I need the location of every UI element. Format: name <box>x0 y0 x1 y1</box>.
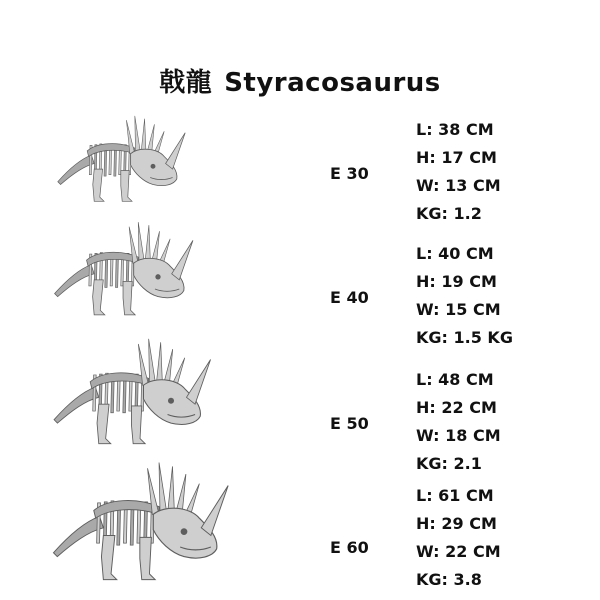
spec-width: W: 18 CM <box>416 426 501 445</box>
styracosaurus-skeleton-icon <box>40 454 232 592</box>
model-code: E 30 <box>330 164 369 183</box>
spec-width: W: 13 CM <box>416 176 501 195</box>
spec-length: L: 38 CM <box>416 120 494 139</box>
spec-width: W: 15 CM <box>416 300 501 319</box>
model-row-e60 <box>0 454 600 600</box>
model-code: E 50 <box>330 414 369 433</box>
spec-length: L: 61 CM <box>416 486 494 505</box>
styracosaurus-skeleton-icon <box>42 334 214 452</box>
spec-list <box>416 482 501 594</box>
spec-height: H: 22 CM <box>416 398 497 417</box>
spec-weight: KG: 2.1 <box>416 454 482 473</box>
spec-height: H: 17 CM <box>416 148 497 167</box>
spec-weight: KG: 3.8 <box>416 570 482 589</box>
spec-length: L: 48 CM <box>416 370 494 389</box>
model-row-e30 <box>0 108 600 223</box>
spec-length: L: 40 CM <box>416 244 494 263</box>
styracosaurus-skeleton-icon <box>44 212 196 328</box>
spec-weight: KG: 1.2 <box>416 204 482 223</box>
title-chinese: 戟龍 <box>159 68 213 98</box>
spec-width: W: 22 CM <box>416 542 501 561</box>
spec-weight: KG: 1.5 KG <box>416 328 513 347</box>
page-title <box>0 62 600 99</box>
spec-height: H: 19 CM <box>416 272 497 291</box>
styracosaurus-skeleton-icon <box>48 108 188 212</box>
model-row-e50 <box>0 334 600 473</box>
model-code: E 40 <box>330 288 369 307</box>
model-row-e40 <box>0 208 600 347</box>
spec-height: H: 29 CM <box>416 514 497 533</box>
title-english: Styracosaurus <box>224 68 441 98</box>
model-code: E 60 <box>330 538 369 557</box>
